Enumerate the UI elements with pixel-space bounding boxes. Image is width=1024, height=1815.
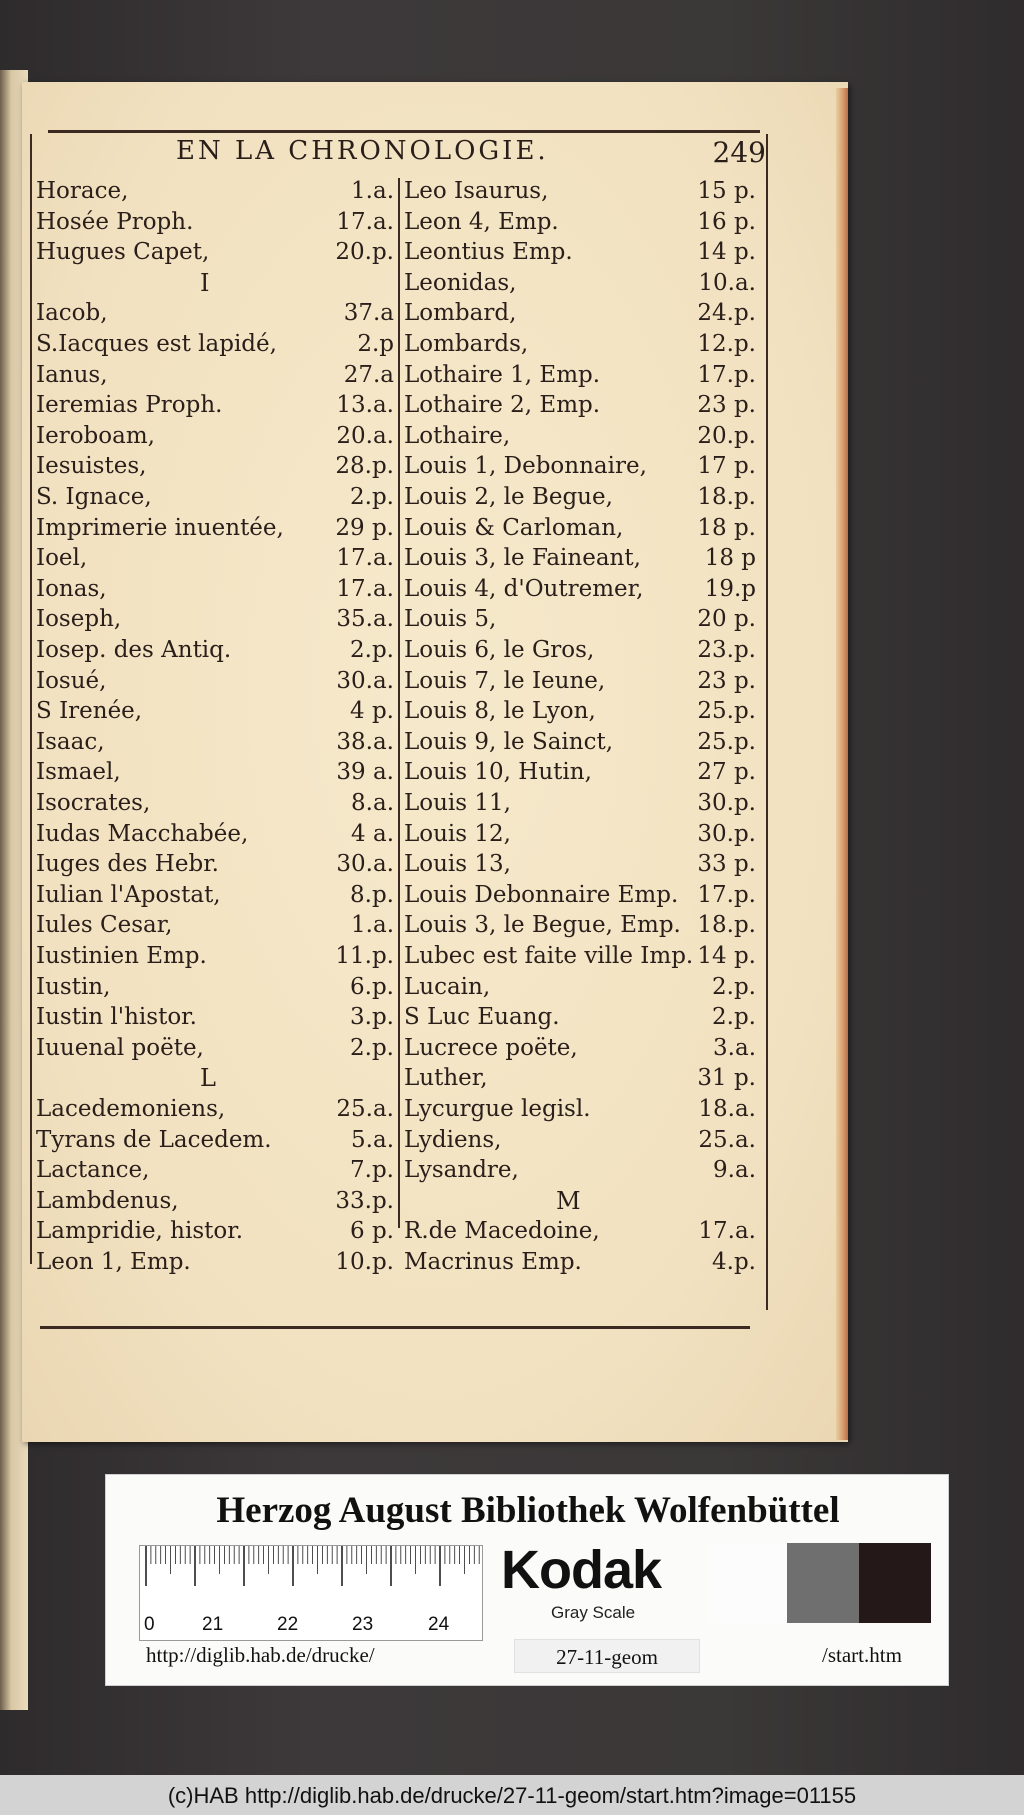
- page-edge: [836, 88, 848, 1440]
- index-entry: [0, 451, 800, 481]
- index-entry: [0, 237, 800, 267]
- gray-swatch-dark: [859, 1543, 931, 1623]
- index-entry-reference: 35.a.: [336, 606, 394, 633]
- index-entry: [0, 268, 800, 298]
- index-entry-name: Iustinien Emp.: [36, 943, 207, 969]
- institution-name: Herzog August Bibliothek Wolfenbüttel: [216, 1490, 840, 1531]
- index-entry-reference: 1.a.: [351, 912, 394, 939]
- index-entry-reference: 8.a.: [351, 790, 394, 816]
- index-entry-reference: 10.a.: [698, 269, 756, 296]
- index-entry-name: Lambdenus,: [36, 1187, 179, 1214]
- index-entry: [0, 1155, 800, 1185]
- index-entry-name: Louis 5,: [404, 606, 497, 633]
- running-header: EN LA CHRONOLOGIE.: [176, 136, 549, 166]
- index-entry-name: Lucain,: [404, 973, 491, 1000]
- index-entry-reference: 2.p.: [350, 1034, 394, 1061]
- index-entry-name: Louis Debonnaire Emp.: [404, 881, 679, 908]
- index-entry: [0, 513, 800, 543]
- index-entry-name: S. Ignace,: [36, 484, 152, 510]
- index-entry-name: Lacedemoniens,: [36, 1096, 226, 1122]
- index-entry: [0, 1186, 800, 1216]
- kodak-logo: Kodak: [501, 1540, 662, 1600]
- index-section-letter: I: [200, 268, 210, 297]
- index-entry: [0, 1002, 800, 1032]
- index-entry-reference: 2.p.: [350, 484, 394, 510]
- index-entry: [0, 696, 800, 726]
- scan-target-card: [105, 1474, 949, 1686]
- index-entry-name: Iacob,: [36, 300, 108, 327]
- index-entry-name: R.de Macedoine,: [404, 1218, 600, 1245]
- index-entry: [0, 757, 800, 787]
- index-entry-reference: 2.p.: [350, 637, 394, 663]
- index-entry-name: Lycurgue legisl.: [404, 1096, 591, 1122]
- index-entry-name: Horace,: [36, 178, 129, 204]
- index-entry: [0, 635, 800, 665]
- index-entry-name: Louis 10, Hutin,: [404, 759, 592, 786]
- index-entry-reference: 16 p.: [697, 208, 756, 235]
- index-entry-name: Hugues Capet,: [36, 239, 210, 266]
- index-entry-reference: 3.a.: [713, 1034, 756, 1061]
- index-entry: [0, 941, 800, 971]
- index-entry-reference: 17.p.: [697, 881, 756, 908]
- index-entry-reference: 30.p.: [697, 820, 756, 847]
- index-entry-reference: 12.p.: [697, 331, 756, 357]
- index-entry-name: Iosué,: [36, 667, 107, 694]
- url-prefix: http://diglib.hab.de/drucke/: [146, 1643, 375, 1667]
- index-entry-reference: 2.p.: [712, 973, 756, 1000]
- index-entry: [0, 543, 800, 573]
- index-entry-name: Louis 11,: [404, 790, 511, 816]
- index-entry-reference: 39 a.: [336, 759, 394, 786]
- index-entry-reference: 31 p.: [697, 1065, 756, 1092]
- index-entry-name: Louis 8, le Lyon,: [404, 698, 596, 725]
- index-entry: [0, 788, 800, 818]
- gray-swatch-mid: [787, 1543, 859, 1623]
- index-entry-name: Lampridie, histor.: [36, 1218, 244, 1245]
- index-entry-reference: 17.p.: [697, 361, 756, 388]
- index-entry-reference: 2.p.: [712, 1004, 756, 1031]
- index-entry-reference: 30.p.: [697, 790, 756, 816]
- index-entry-name: Lombard,: [404, 300, 517, 327]
- index-entry-reference: 9.a.: [713, 1157, 756, 1184]
- url-suffix: /start.htm: [822, 1643, 902, 1667]
- index-entry-reference: 23.p.: [697, 637, 756, 663]
- index-entry-name: Ieremias Proph.: [36, 392, 223, 419]
- index-entry-name: Iustin,: [36, 973, 111, 1000]
- index-section-letter: M: [556, 1186, 581, 1215]
- index-entry-name: S Luc Euang.: [404, 1004, 560, 1031]
- index-entry: [0, 819, 800, 849]
- index-entry-name: Lothaire 1, Emp.: [404, 361, 601, 388]
- index-entry-name: Lydiens,: [404, 1126, 502, 1153]
- index-entry-reference: 23 p.: [697, 392, 756, 419]
- index-entry-name: Louis 2, le Begue,: [404, 484, 613, 510]
- index-entry-name: Ismael,: [36, 759, 121, 786]
- index-entry-name: Louis 6, le Gros,: [404, 637, 595, 663]
- copyright-caption: (c)HAB http://diglib.hab.de/drucke/27-11-geom/start.htm?image=01155: [167, 1783, 857, 1808]
- index-entry: [0, 1094, 800, 1124]
- index-entry-reference: 8.p.: [350, 881, 394, 908]
- index-entry: [0, 727, 800, 757]
- index-entry-name: Iesuistes,: [36, 453, 147, 480]
- index-entry-name: Lactance,: [36, 1157, 150, 1184]
- index-entry: [0, 1033, 800, 1063]
- index-entry-name: Ionas,: [36, 575, 107, 602]
- index-entry-name: Louis 1, Debonnaire,: [404, 453, 647, 480]
- index-entry-name: Iudas Macchabée,: [36, 820, 249, 847]
- index-entry-name: Leontius Emp.: [404, 239, 573, 266]
- index-entry-name: Iulian l'Apostat,: [36, 881, 221, 908]
- index-entry: [0, 880, 800, 910]
- index-entry-reference: 38.a.: [336, 728, 394, 755]
- index-entry-reference: 11.p.: [335, 943, 394, 969]
- index-entry: [0, 421, 800, 451]
- index-entry: [0, 604, 800, 634]
- index-entry-reference: 18.a.: [698, 1096, 756, 1122]
- gray-swatch-white: [709, 1543, 787, 1623]
- index-entry-name: Louis 7, le Ieune,: [404, 667, 606, 694]
- index-entry: [0, 849, 800, 879]
- index-entry-name: Isocrates,: [36, 790, 151, 816]
- index-entry-reference: 30.a.: [336, 851, 394, 878]
- index-entry: [0, 482, 800, 512]
- index-entry-name: Leo Isaurus,: [404, 178, 549, 204]
- ruler-number: 21: [202, 1614, 224, 1635]
- index-entry: [0, 329, 800, 359]
- index-entry-reference: 14 p.: [697, 943, 756, 969]
- index-entry: [0, 298, 800, 328]
- index-entry-name: Tyrans de Lacedem.: [36, 1126, 272, 1153]
- top-rule: [48, 130, 760, 133]
- index-entry-name: S.Iacques est lapidé,: [36, 331, 277, 357]
- index-entry-name: Iuges des Hebr.: [36, 851, 219, 878]
- index-entry-name: Lubec est faite ville Imp.: [404, 943, 694, 969]
- index-entry-name: Isaac,: [36, 728, 105, 755]
- index-entry-name: Ieroboam,: [36, 422, 155, 449]
- index-entry-reference: 1.a.: [351, 178, 394, 204]
- index-entry: [0, 666, 800, 696]
- index-entry-reference: 17.a.: [698, 1218, 756, 1245]
- index-entry: [0, 1125, 800, 1155]
- index-entry-name: Lombards,: [404, 331, 529, 357]
- index-entry-name: Imprimerie inuentée,: [36, 514, 284, 541]
- index-entry-name: Louis 3, le Begue, Emp.: [404, 912, 681, 939]
- index-entry-name: Ianus,: [36, 361, 108, 388]
- index-entry-name: Louis 9, le Sainct,: [404, 728, 614, 755]
- index-entry-name: Ioseph,: [36, 606, 122, 633]
- index-entry-name: Louis 3, le Faineant,: [404, 545, 641, 572]
- index-entry-reference: 4.p.: [712, 1249, 756, 1275]
- index-entry-name: Louis 12,: [404, 820, 511, 847]
- index-entry-name: Luther,: [404, 1065, 488, 1092]
- index-entry-name: Louis & Carloman,: [404, 514, 624, 541]
- index-entry: [0, 1216, 800, 1246]
- index-entry-reference: 28.p.: [335, 453, 394, 480]
- index-entry-reference: 4 a.: [351, 820, 394, 847]
- index-entry-reference: 18.p.: [697, 912, 756, 939]
- copyright-bar: [0, 1775, 1024, 1815]
- index-entry-reference: 24.p.: [697, 300, 756, 327]
- index-entry-reference: 6 p.: [350, 1218, 394, 1245]
- index-entry-name: Lothaire 2, Emp.: [404, 392, 601, 419]
- ruler: [139, 1545, 483, 1641]
- index-entry: [0, 176, 800, 206]
- ruler-number: 0: [144, 1614, 155, 1635]
- index-entry-name: Iosep. des Antiq.: [36, 637, 232, 663]
- index-entry-reference: 23 p.: [697, 667, 756, 694]
- index-entry: [0, 1063, 800, 1093]
- index-entry: [0, 1247, 800, 1277]
- page-number: 249: [712, 136, 766, 169]
- index-entry-reference: 17.a.: [336, 545, 394, 572]
- index-entry-reference: 25.p.: [697, 698, 756, 725]
- gray-scale-label: Gray Scale: [551, 1603, 636, 1622]
- index-entry-reference: 33 p.: [697, 851, 756, 878]
- ruler-number: 23: [352, 1614, 374, 1635]
- index-entry-reference: 17 p.: [697, 453, 756, 480]
- index-entry-reference: 2.p: [357, 331, 394, 357]
- index-entry-reference: 29 p.: [335, 514, 394, 541]
- index-entry-reference: 4 p.: [350, 698, 394, 725]
- index-entry: [0, 390, 800, 420]
- index-entry-name: S Irenée,: [36, 698, 143, 725]
- index-entry-name: Lothaire,: [404, 422, 511, 449]
- url-identifier: 27-11-geom: [514, 1639, 700, 1673]
- index-entry-name: Lysandre,: [404, 1157, 519, 1184]
- index-entry-reference: 20 p.: [697, 606, 756, 633]
- ruler-number: 24: [428, 1614, 450, 1635]
- index-entry: [0, 360, 800, 390]
- index-entry-reference: 25.a.: [698, 1126, 756, 1153]
- bottom-rule: [40, 1326, 750, 1329]
- index-entry-name: Leon 4, Emp.: [404, 208, 559, 235]
- index-entry-name: Iuuenal poëte,: [36, 1034, 204, 1061]
- index-entry-reference: 18 p: [704, 545, 756, 572]
- index-entry-name: Iules Cesar,: [36, 912, 173, 939]
- index-entry-reference: 6.p.: [350, 973, 394, 1000]
- index-entry-name: Iustin l'histor.: [36, 1004, 197, 1031]
- index-entry-reference: 10.p.: [335, 1249, 394, 1275]
- index-entry: [0, 910, 800, 940]
- index-entry-reference: 3.p.: [350, 1004, 394, 1031]
- index-entry-reference: 27.a: [343, 361, 394, 388]
- index-entry: [0, 574, 800, 604]
- index-entry-reference: 17.a.: [336, 208, 394, 235]
- index-entry-reference: 18 p.: [697, 514, 756, 541]
- index-entry-reference: 19.p: [704, 575, 756, 602]
- index-section-letter: L: [200, 1064, 216, 1093]
- index-entry-name: Hosée Proph.: [36, 208, 194, 235]
- ruler-number: 22: [277, 1614, 299, 1635]
- index-entry-name: Lucrece poëte,: [404, 1034, 578, 1061]
- index-entry-name: Leonidas,: [404, 269, 517, 296]
- index-entry-reference: 18.p.: [697, 484, 756, 510]
- index-entry-reference: 5.a.: [351, 1126, 394, 1153]
- index-entry-reference: 37.a: [343, 300, 394, 327]
- index-entry-reference: 25.a.: [336, 1096, 394, 1122]
- index-entry: [0, 207, 800, 237]
- index-entry-reference: 20.p.: [335, 239, 394, 266]
- index-entry-reference: 20.p.: [697, 422, 756, 449]
- index-entry-name: Louis 13,: [404, 851, 511, 878]
- index-entry-reference: 20.a.: [336, 422, 394, 449]
- index-entry-name: Louis 4, d'Outremer,: [404, 575, 644, 602]
- index-entry: [0, 972, 800, 1002]
- index-entry-reference: 27 p.: [697, 759, 756, 786]
- index-entry-name: Leon 1, Emp.: [36, 1249, 191, 1275]
- index-entry-reference: 7.p.: [350, 1157, 394, 1184]
- index-entry-reference: 17.a.: [336, 575, 394, 602]
- index-entry-reference: 30.a.: [336, 667, 394, 694]
- index-entry-reference: 13.a.: [336, 392, 394, 419]
- index-entry-reference: 25.p.: [697, 728, 756, 755]
- index-entry-name: Macrinus Emp.: [404, 1249, 582, 1275]
- index-entry-reference: 33.p.: [335, 1187, 394, 1214]
- index-entry-name: Ioel,: [36, 545, 88, 572]
- index-entry-reference: 14 p.: [697, 239, 756, 266]
- index-entry-reference: 15 p.: [697, 178, 756, 204]
